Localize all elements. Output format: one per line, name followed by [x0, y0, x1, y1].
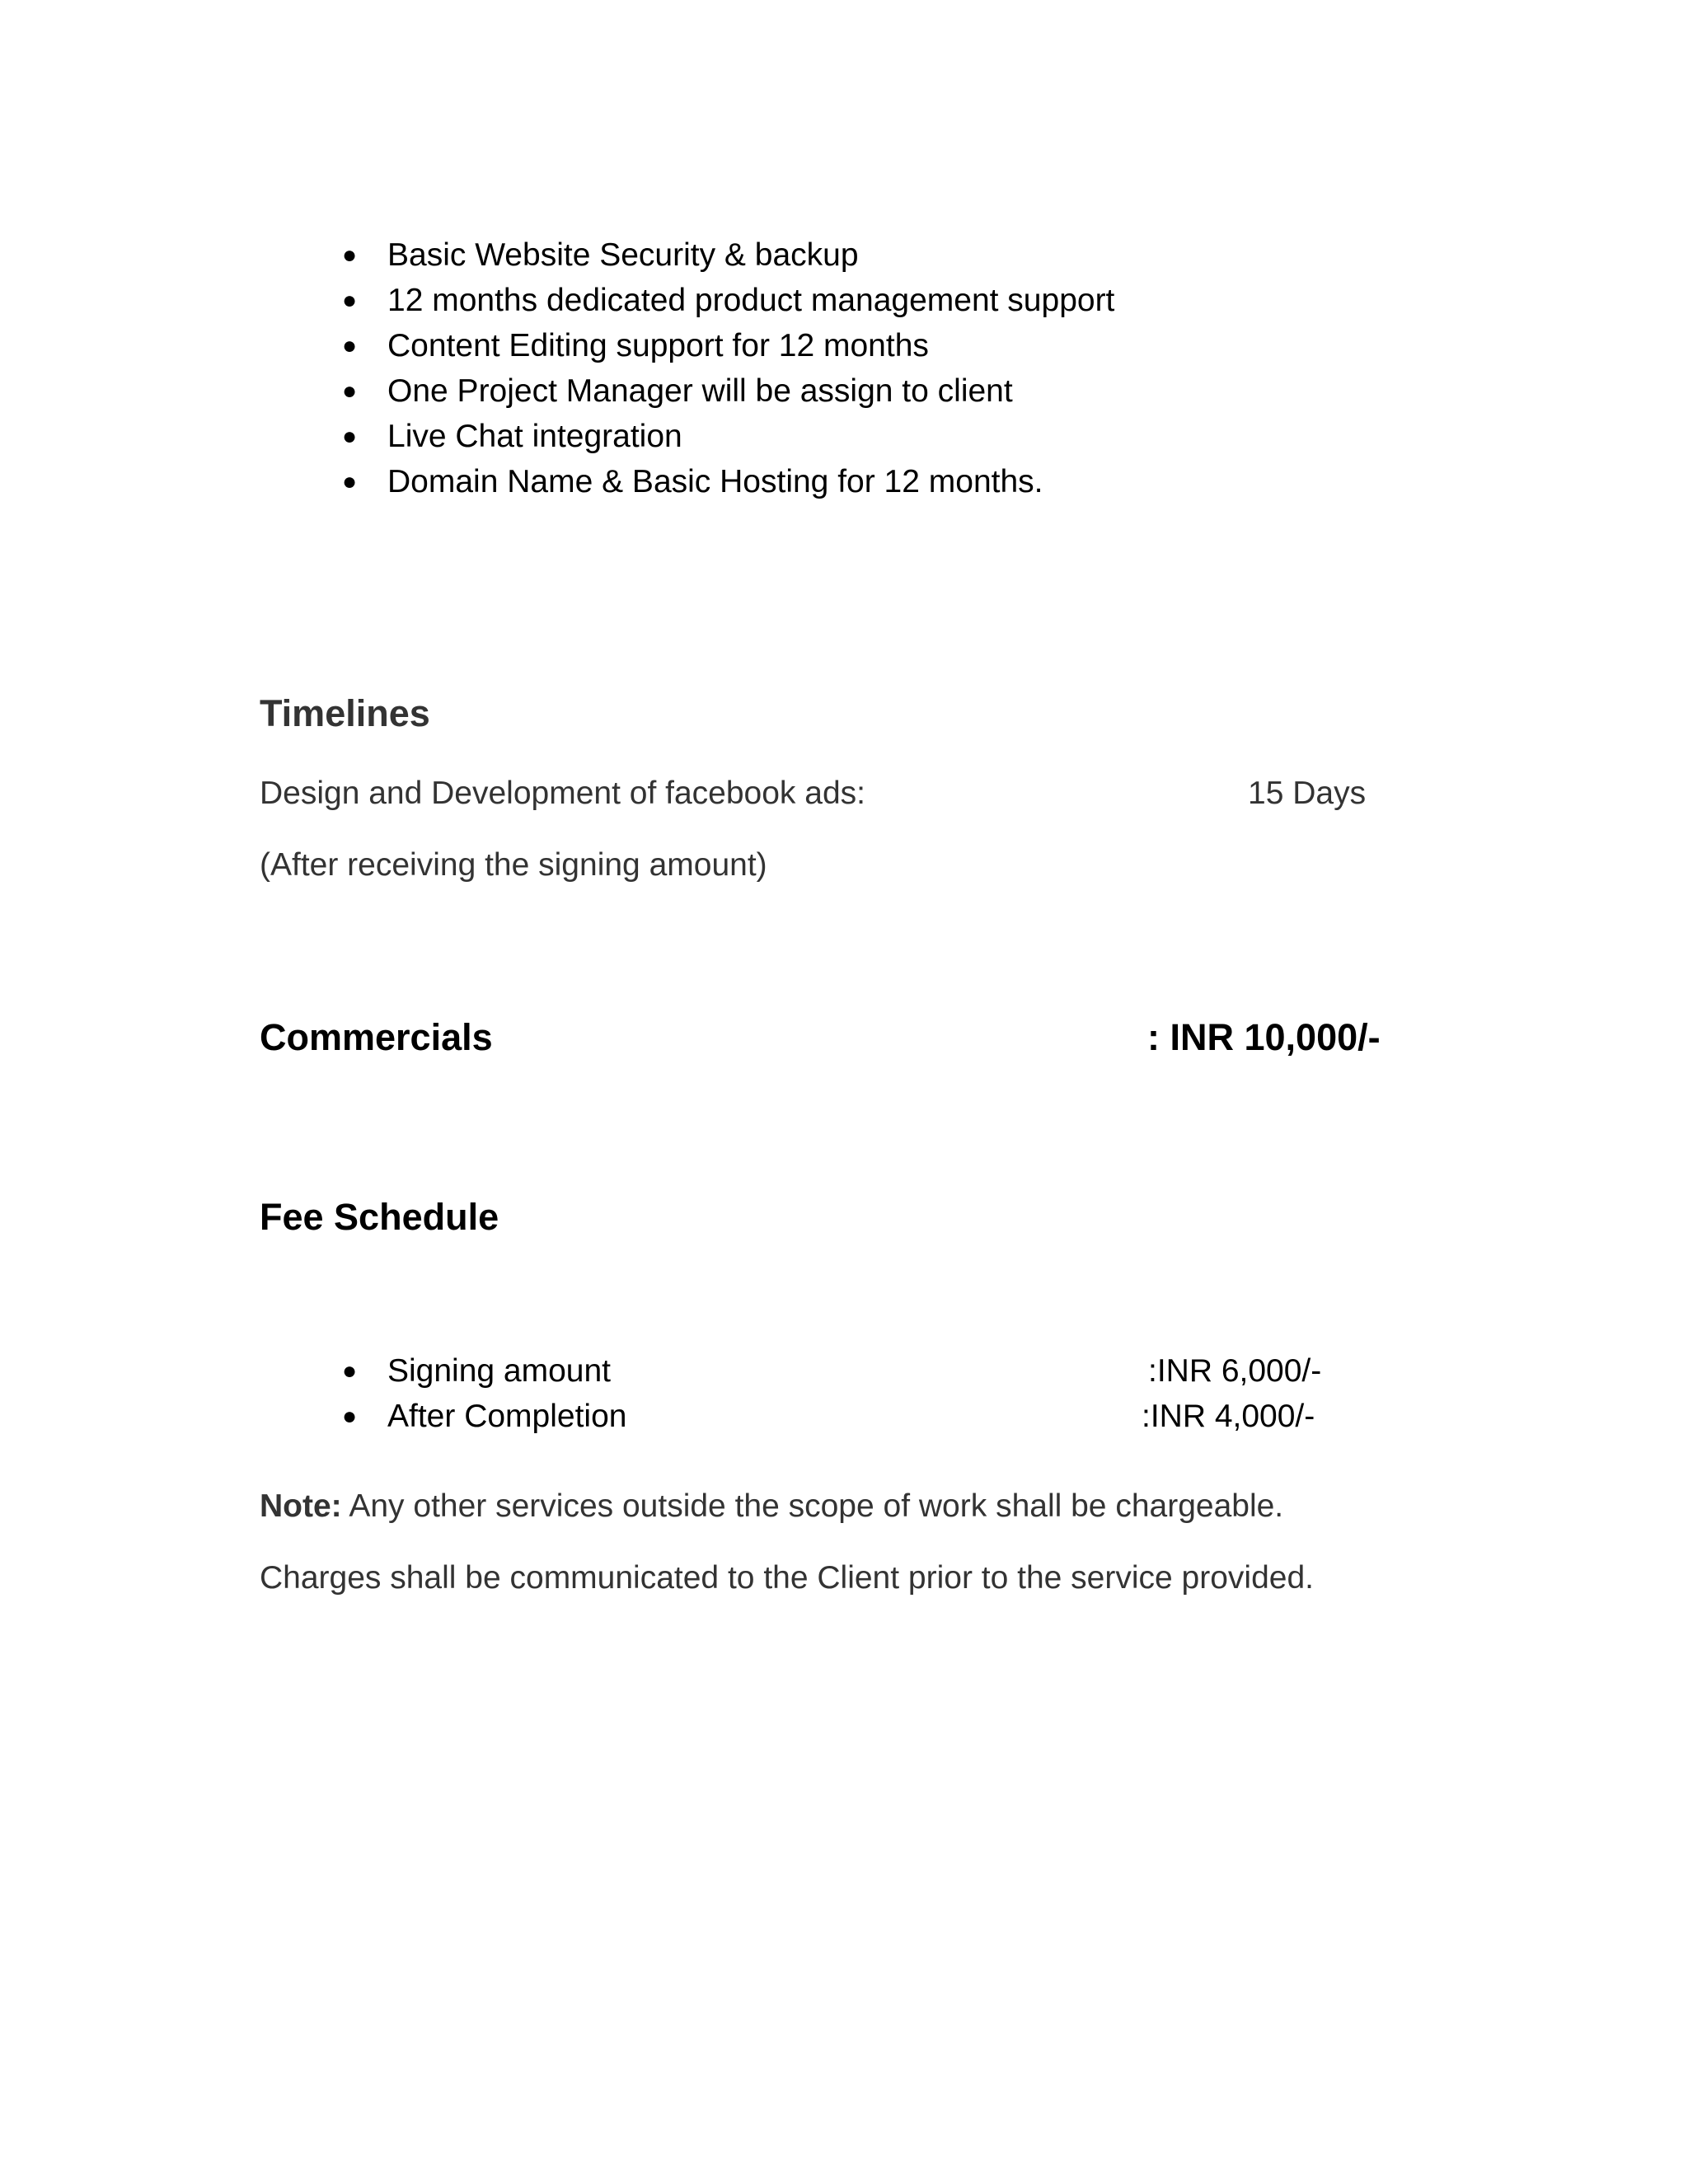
list-item [0, 323, 1688, 368]
fee-item-label: Signing amount [387, 1353, 612, 1389]
list-item [0, 459, 1688, 504]
note-paragraph [260, 1486, 1283, 1527]
list-item [0, 414, 1688, 459]
list-item-text: 12 months dedicated product management support [387, 283, 1115, 318]
fee-item-label: After Completion [387, 1399, 627, 1434]
bullet-icon: ● [341, 241, 358, 269]
bullet-icon: ● [341, 1357, 358, 1385]
fee-schedule-list [0, 1348, 1688, 1439]
list-item [0, 232, 1688, 278]
list-item-text: Basic Website Security & backup [387, 237, 859, 273]
list-item-text: Domain Name & Basic Hosting for 12 months. [387, 464, 1043, 499]
timeline-item-value: 15 Days [1248, 776, 1367, 811]
list-item [0, 1348, 1688, 1394]
commercials-value: : INR 10,000/- [1147, 1016, 1381, 1058]
list-item [0, 278, 1688, 323]
list-item [0, 368, 1688, 414]
note-paragraph-2: Charges shall be communicated to the Client prior to the service provided. [260, 1560, 1314, 1596]
commercials-heading: Commercials [260, 1016, 493, 1058]
bullet-icon: ● [341, 332, 358, 359]
scope-list [0, 232, 1688, 504]
timelines-heading: Timelines [260, 692, 430, 734]
note-label: Note: [260, 1488, 342, 1524]
bullet-icon: ● [341, 468, 358, 495]
bullet-icon: ● [341, 423, 358, 450]
list-item-text: Live Chat integration [387, 419, 682, 454]
timeline-note: (After receiving the signing amount) [260, 847, 767, 883]
bullet-icon: ● [341, 1403, 358, 1430]
fee-item-amount: :INR 4,000/- [1142, 1399, 1315, 1434]
list-item-text: One Project Manager will be assign to client [387, 373, 1013, 409]
fee-item-amount: :INR 6,000/- [1148, 1353, 1322, 1389]
note-text: Any other services outside the scope of work shall be chargeable. [341, 1488, 1284, 1524]
list-item [0, 1394, 1688, 1439]
fee-schedule-heading: Fee Schedule [260, 1196, 499, 1238]
bullet-icon: ● [341, 377, 358, 405]
list-item-text: Content Editing support for 12 months [387, 328, 929, 363]
timeline-item-label: Design and Development of facebook ads: [260, 776, 865, 811]
bullet-icon: ● [341, 287, 358, 314]
